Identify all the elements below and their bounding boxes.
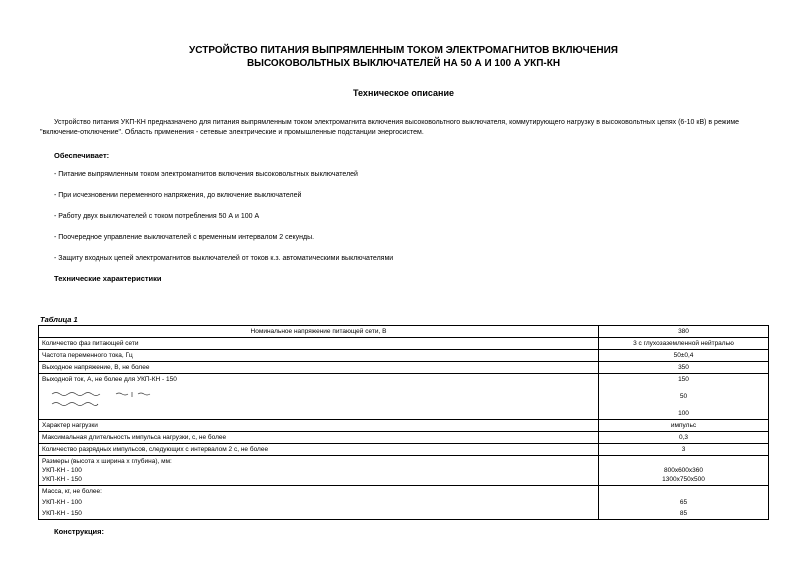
table-cell-value: 3 [599, 444, 769, 456]
table-cell-value: 350 [599, 362, 769, 374]
subtitle: Техническое описание [353, 88, 454, 98]
dimensions-value: 1300x750x500 [662, 476, 705, 483]
title-line-1: УСТРОЙСТВО ПИТАНИЯ ВЫПРЯМЛЕННЫМ ТОКОМ ЭЛЕКТРОМАГНИТОВ ВКЛЮЧЕНИЯ [189, 45, 618, 56]
table-cell-value: импульс [599, 420, 769, 432]
intro-paragraph: Устройство питания УКП-КН предназначено для питания выпрямленным током электромагнита включения высоковольтного выключателя, коммутирующего нагрузку в высоковольтных цепях (6-10 кВ) в режиме "включение-отключение". Область применения - сетевые электрические и промышленные подстанции энергосистем. [40, 119, 740, 136]
table-cell-label [39, 456, 599, 486]
title-line-2: ВЫСОКОВОЛЬТНЫХ ВЫКЛЮЧАТЕЛЕЙ НА 50 А И 100 А УКП-КН [246, 58, 561, 69]
dimensions-label: Размеры (высота х ширина х глубина), мм: [42, 458, 172, 465]
table-row [39, 432, 769, 444]
handwriting-scribble-icon [50, 388, 170, 410]
output-current-label: Выходной ток, А, не более для УКП-КН - 150 [42, 376, 177, 383]
table-title: Таблица 1 [40, 315, 78, 324]
mass-value: 85 [679, 510, 688, 517]
table-row [39, 456, 769, 486]
provides-item: - Защиту входных цепей электромагнитов выключателей от токов к.з. автоматическими выключателями [54, 255, 394, 262]
table-cell-value [599, 374, 769, 420]
table-cell-label: Максимальная длительность импульса нагрузки, с, не более [39, 432, 599, 444]
table-row [39, 362, 769, 374]
table-cell-label: Частота переменного тока, Гц [39, 350, 599, 362]
table-cell-value: 0,3 [599, 432, 769, 444]
mass-model: УКП-КН - 100 [42, 499, 82, 506]
provides-item: - Работу двух выключателей с током потребления 50 А и 100 А [54, 213, 260, 220]
table-cell-label: Характер нагрузки [39, 420, 599, 432]
provides-item: - Поочередное управление выключателей с временным интервалом 2 секунды. [54, 234, 315, 241]
table-row [39, 326, 769, 338]
table-cell-label [39, 374, 599, 420]
table-row [39, 420, 769, 432]
table-row [39, 444, 769, 456]
output-current-value: 150 [678, 376, 689, 383]
mass-label: Масса, кг, не более: [42, 488, 102, 495]
mass-value: 65 [679, 499, 688, 506]
provides-item: - Питание выпрямленным током электромагнитов включения высоковольтных выключателей [54, 171, 358, 178]
table-cell-value: 3 с глухозаземленной нейтралью [599, 338, 769, 350]
table-cell-value [599, 456, 769, 486]
table-cell-label: Количество разрядных импульсов, следующих с интервалом 2 с, не более [39, 444, 599, 456]
dimensions-value: 800x600x360 [663, 467, 704, 474]
table-cell-label: Выходное напряжение, В, не более [39, 362, 599, 374]
table-cell-label: Количество фаз питающей сети [39, 338, 599, 350]
output-current-value: 100 [678, 410, 689, 417]
dimensions-model: УКП-КН - 100 [42, 467, 82, 474]
table-row [39, 374, 769, 420]
table-row [39, 486, 769, 520]
specs-table [38, 325, 769, 520]
table-row [39, 350, 769, 362]
table-cell-value: 50±0,4 [599, 350, 769, 362]
output-current-value: 50 [679, 393, 688, 400]
table-cell-label: Номинальное напряжение питающей сети, В [39, 326, 599, 338]
dimensions-model: УКП-КН - 150 [42, 476, 82, 483]
illegible-handwriting [42, 384, 595, 410]
construction-heading: Конструкция: [54, 527, 105, 536]
table-cell-value [599, 486, 769, 520]
tech-heading: Технические характеристики [54, 274, 162, 283]
provides-item: - При исчезновении переменного напряжения, до включение выключателей [54, 192, 302, 199]
table-row [39, 338, 769, 350]
provides-heading: Обеспечивает: [54, 151, 110, 160]
table-cell-label [39, 486, 599, 520]
table-cell-value: 380 [599, 326, 769, 338]
mass-model: УКП-КН - 150 [42, 510, 82, 517]
